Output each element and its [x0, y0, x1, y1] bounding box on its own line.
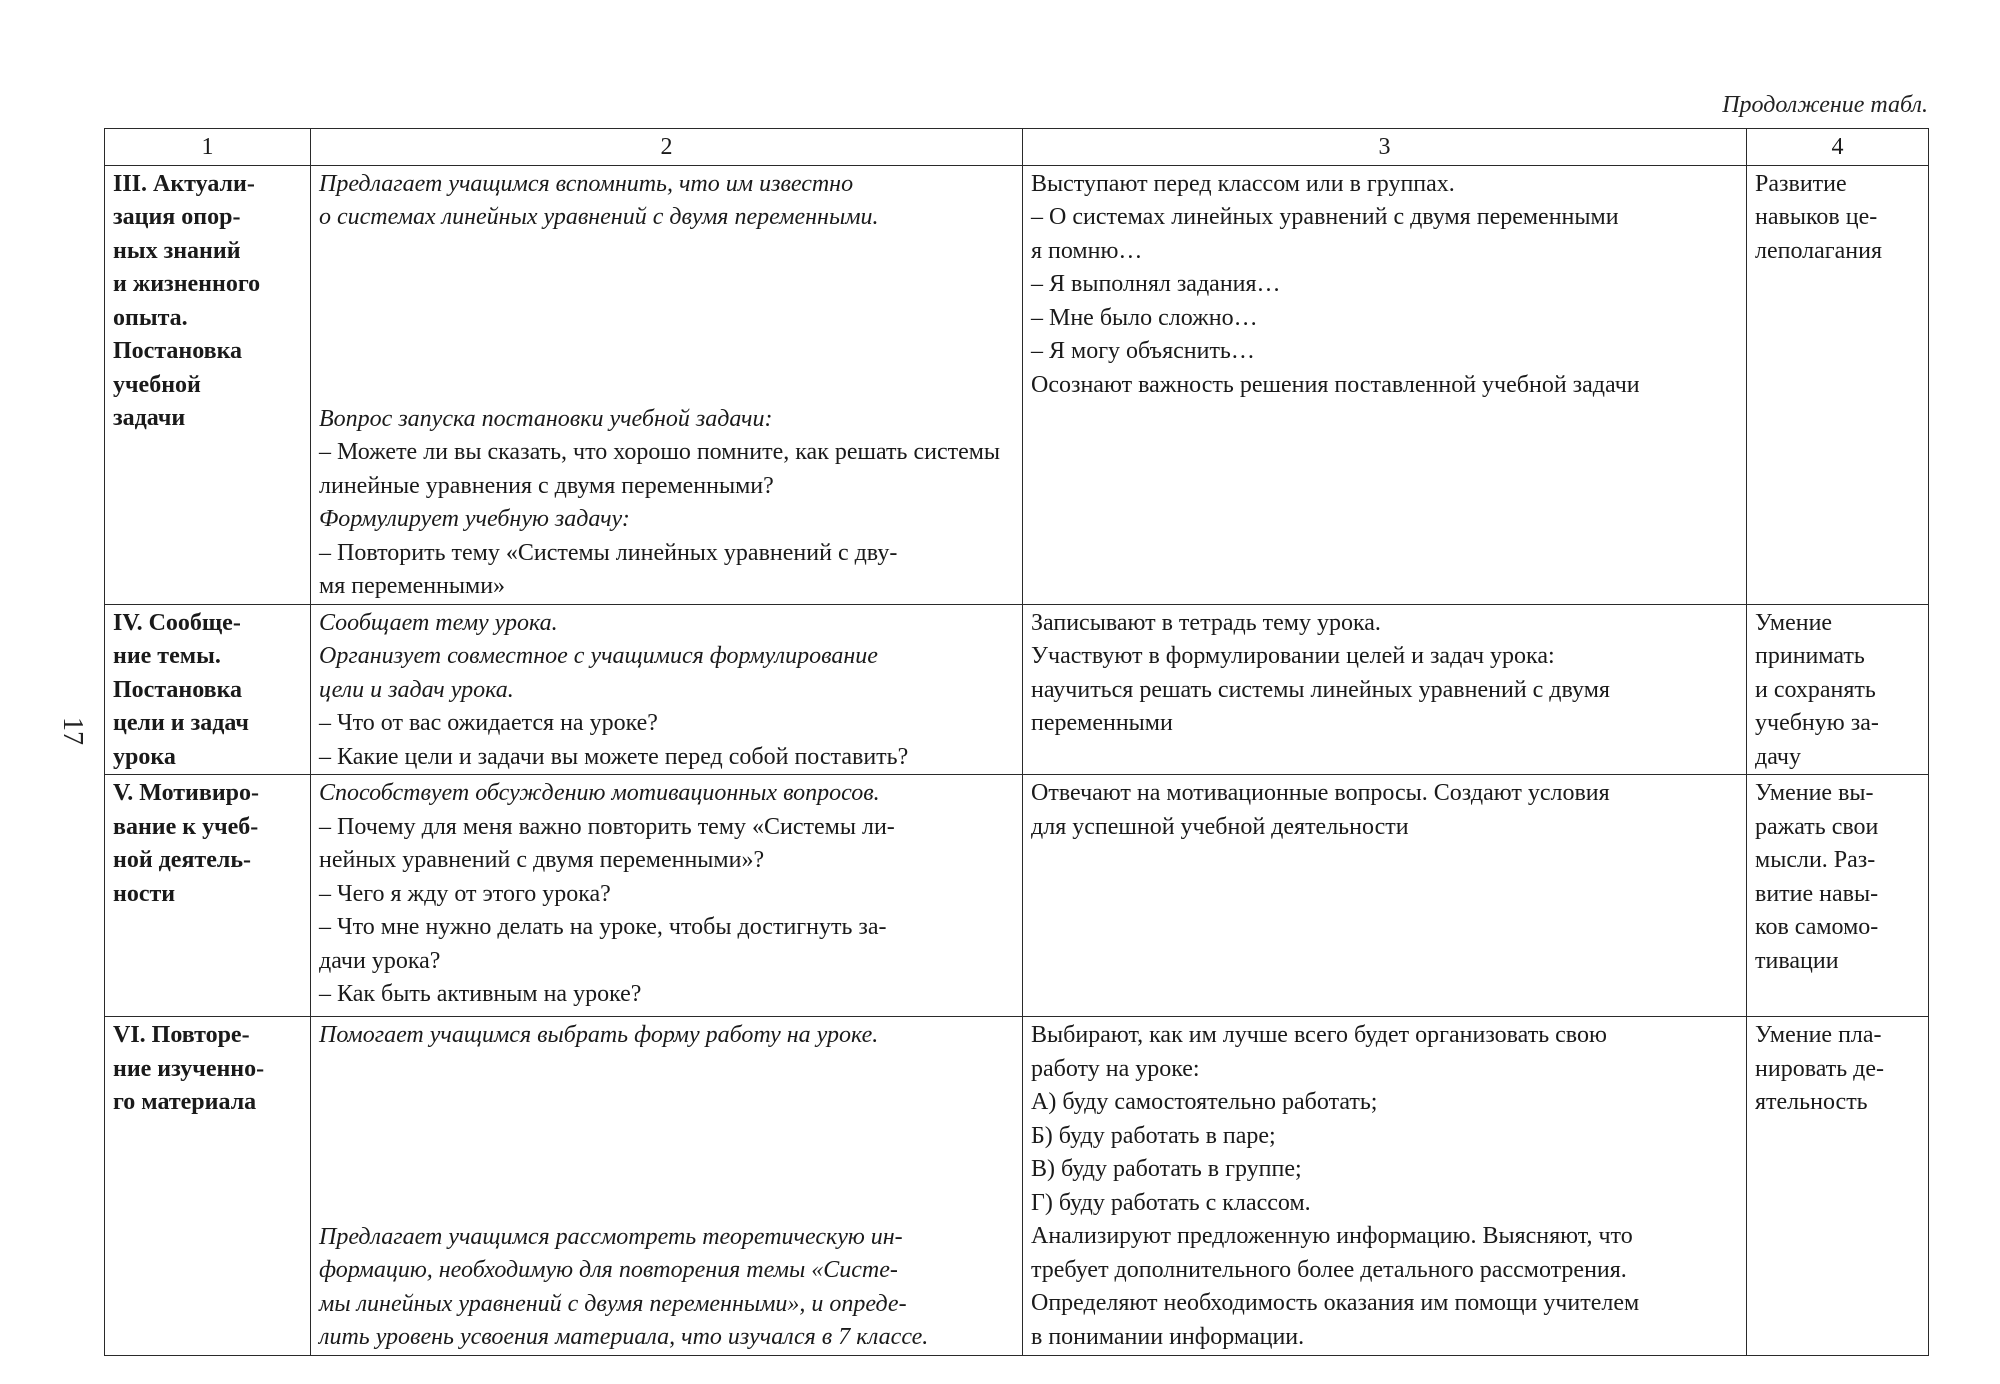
- teacher-text: Предлагает учащимся рассмотреть теоретическую ин- формацию, необходимую для повторения темы «Систе- мы линейных уравнений с двумя переменными», и опреде- лить уровень усвоения материала, что изучался в 7 классе.: [319, 1223, 929, 1350]
- teacher-cell: [311, 165, 1023, 604]
- teacher-text: Формулирует учебную задачу:: [319, 506, 630, 532]
- header-cell: 3: [1023, 129, 1747, 166]
- stage-label: IV. Сообще- ние темы. Постановка цели и задач урока: [113, 609, 249, 770]
- pupils-cell: [1023, 1017, 1747, 1356]
- result-cell: [1747, 775, 1929, 1017]
- result-text: Развитие навыков це- леполагания: [1755, 170, 1883, 264]
- teacher-cell: [311, 775, 1023, 1017]
- pupils-text: Отвечают на мотивационные вопросы. Создают условия для успешной учебной деятельности: [1031, 780, 1610, 840]
- teacher-text: – Повторить тему «Системы линейных уравнений с дву- мя переменными»: [319, 539, 898, 599]
- pupils-text: Выступают перед классом или в группах. – О системах линейных уравнений с двумя переменными я помню… – Я выполнял задания… – Мне было сложно… – Я могу объяснить… Осознают важность решения поставленной учебной задачи: [1031, 170, 1640, 398]
- header-cell: 2: [311, 129, 1023, 166]
- pupils-cell: [1023, 165, 1747, 604]
- teacher-text: – Можете ли вы сказать, что хорошо помните, как решать системы линейные уравнения с двумя переменными?: [319, 439, 1001, 499]
- pupils-cell: [1023, 775, 1747, 1017]
- result-text: Умение вы- ражать свои мысли. Раз- витие навы- ков самомо- тивации: [1755, 780, 1879, 974]
- table-row: [105, 775, 1929, 1017]
- teacher-text: Сообщает тему урока. Организует совместное с учащимися формулирование цели и задач урока.: [319, 609, 878, 703]
- stage-label: VI. Повторе- ние изученно- го материала: [113, 1022, 265, 1115]
- result-cell: [1747, 604, 1929, 775]
- page-number: 17: [57, 717, 88, 745]
- stage-cell: [105, 165, 311, 604]
- table-row: [105, 1017, 1929, 1356]
- pupils-text: Выбирают, как им лучше всего будет организовать свою работу на уроке: А) буду самостоятельно работать; Б) буду работать в паре; В) буду работать в группе; Г) буду работать с классом.: [1031, 1022, 1607, 1216]
- table-row: [105, 604, 1929, 775]
- pupils-text: Анализируют предложенную информацию. Выясняют, что требует дополнительного более детального рассмотрения. Определяют необходимость оказания им помощи учителем в понимании информации.: [1031, 1223, 1640, 1350]
- header-cell: 4: [1747, 129, 1929, 166]
- header-row: [105, 129, 1929, 166]
- teacher-cell: [311, 604, 1023, 775]
- stage-cell: [105, 1017, 311, 1356]
- teacher-text: – Что от вас ожидается на уроке? – Какие цели и задачи вы можете перед собой поставить?: [319, 710, 909, 770]
- pupils-text: Записывают в тетрадь тему урока. Участвуют в формулировании целей и задач урока: научиться решать системы линейных уравнений с двумя переменными: [1031, 609, 1610, 736]
- teacher-text: Способствует обсуждению мотивационных вопросов.: [319, 780, 880, 806]
- teacher-text: – Почему для меня важно повторить тему «Системы ли- нейных уравнений с двумя переменными»? – Чего я жду от этого урока? – Что мне нужно делать на уроке, чтобы достигнуть за- дачи урока? – Как быть активным на уроке?: [319, 813, 895, 1007]
- result-text: Умение пла- нировать де- ятельность: [1755, 1022, 1885, 1115]
- lesson-plan-table: [104, 128, 1929, 1356]
- teacher-cell: [311, 1017, 1023, 1356]
- stage-cell: [105, 604, 311, 775]
- teacher-text: Помогает учащимся выбрать форму работу на уроке.: [319, 1022, 879, 1048]
- teacher-text: Предлагает учащимся вспомнить, что им известно о системах линейных уравнений с двумя переменными.: [319, 170, 879, 230]
- teacher-text: Вопрос запуска постановки учебной задачи:: [319, 405, 773, 432]
- stage-cell: [105, 775, 311, 1017]
- result-text: Умение принимать и сохранять учебную за- дачу: [1755, 609, 1879, 770]
- result-cell: [1747, 1017, 1929, 1356]
- stage-label: III. Актуали- зация опор- ных знаний и жизненного опыта. Постановка учебной задачи: [113, 170, 261, 431]
- result-cell: [1747, 165, 1929, 604]
- header-cell: 1: [105, 129, 311, 166]
- table-row: [105, 165, 1929, 604]
- pupils-cell: [1023, 604, 1747, 775]
- stage-label: V. Мотивиро- вание к учеб- ной деятель- ности: [113, 780, 260, 907]
- table-continuation-caption: Продолжение табл.: [1722, 92, 1928, 118]
